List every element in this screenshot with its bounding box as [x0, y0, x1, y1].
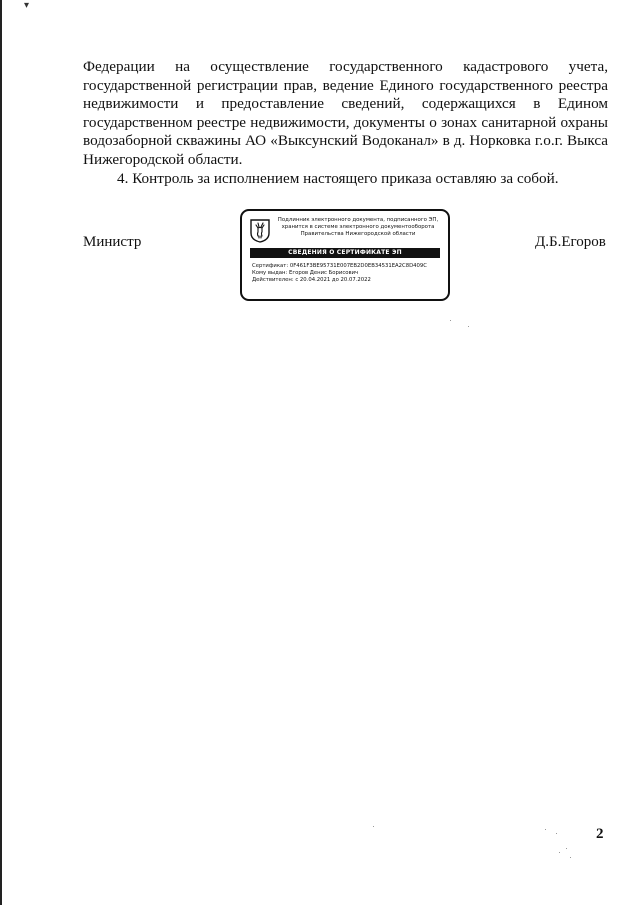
certificate-label: Сертификат:: [252, 263, 289, 269]
valid-row: [252, 277, 444, 284]
stamp-header-line: Подлинник электронного документа, подписанного ЭП,: [277, 217, 439, 223]
page-edge-rule: [0, 0, 2, 905]
document-body: [83, 58, 608, 188]
paragraph-4: 4. Контроль за исполнением настоящего приказа оставляю за собой.: [117, 169, 559, 187]
scan-speck: [559, 852, 560, 853]
scan-speck: [556, 833, 557, 834]
scan-speck: [570, 857, 571, 858]
stamp-details: [252, 263, 444, 285]
scan-speck: [566, 848, 567, 849]
page-number: 2: [596, 826, 604, 842]
issued-to-label: Кому выдан:: [252, 270, 288, 277]
nizhny-novgorod-deer-emblem-icon: [250, 219, 270, 243]
scan-speck: [468, 326, 469, 327]
signer-name: Д.Б.Егоров: [535, 234, 606, 250]
valid-value: с 20.04.2021 до 20.07.2022: [295, 277, 371, 284]
stamp-header-line: хранится в системе электронного документооборота: [281, 224, 435, 230]
paragraph-continuation: Федерации на осуществление государственного кадастрового учета, государственной регистрации прав, ведение Единого государственного реестра недвижимости и предоставление сведений, содержащихся в Едином государственном реестре недвижимости, документы о зонах санитарной охраны водозаборной скважины АО «Выксунский Водоканал» в д. Норковка г.о.г. Выкса Нижегородской области.: [83, 58, 608, 168]
valid-label: Действителен:: [252, 277, 294, 284]
e-signature-stamp: [240, 209, 450, 301]
scan-corner-mark: ▾: [24, 0, 30, 11]
certificate-row: [252, 263, 444, 270]
scan-speck: [450, 320, 451, 321]
signer-position: Министр: [83, 234, 142, 250]
scan-speck: [373, 826, 374, 827]
scan-speck: [545, 829, 546, 830]
stamp-header-line: Правительства Нижегородской области: [300, 231, 416, 237]
certificate-value: 0F461F3BE95731E007EB2D0EB34531EA2C8D409C: [289, 263, 427, 269]
issued-to-value: Егоров Денис Борисович: [288, 270, 359, 277]
stamp-header: [272, 217, 444, 238]
stamp-banner: СВЕДЕНИЯ О СЕРТИФИКАТЕ ЭП: [250, 248, 440, 258]
